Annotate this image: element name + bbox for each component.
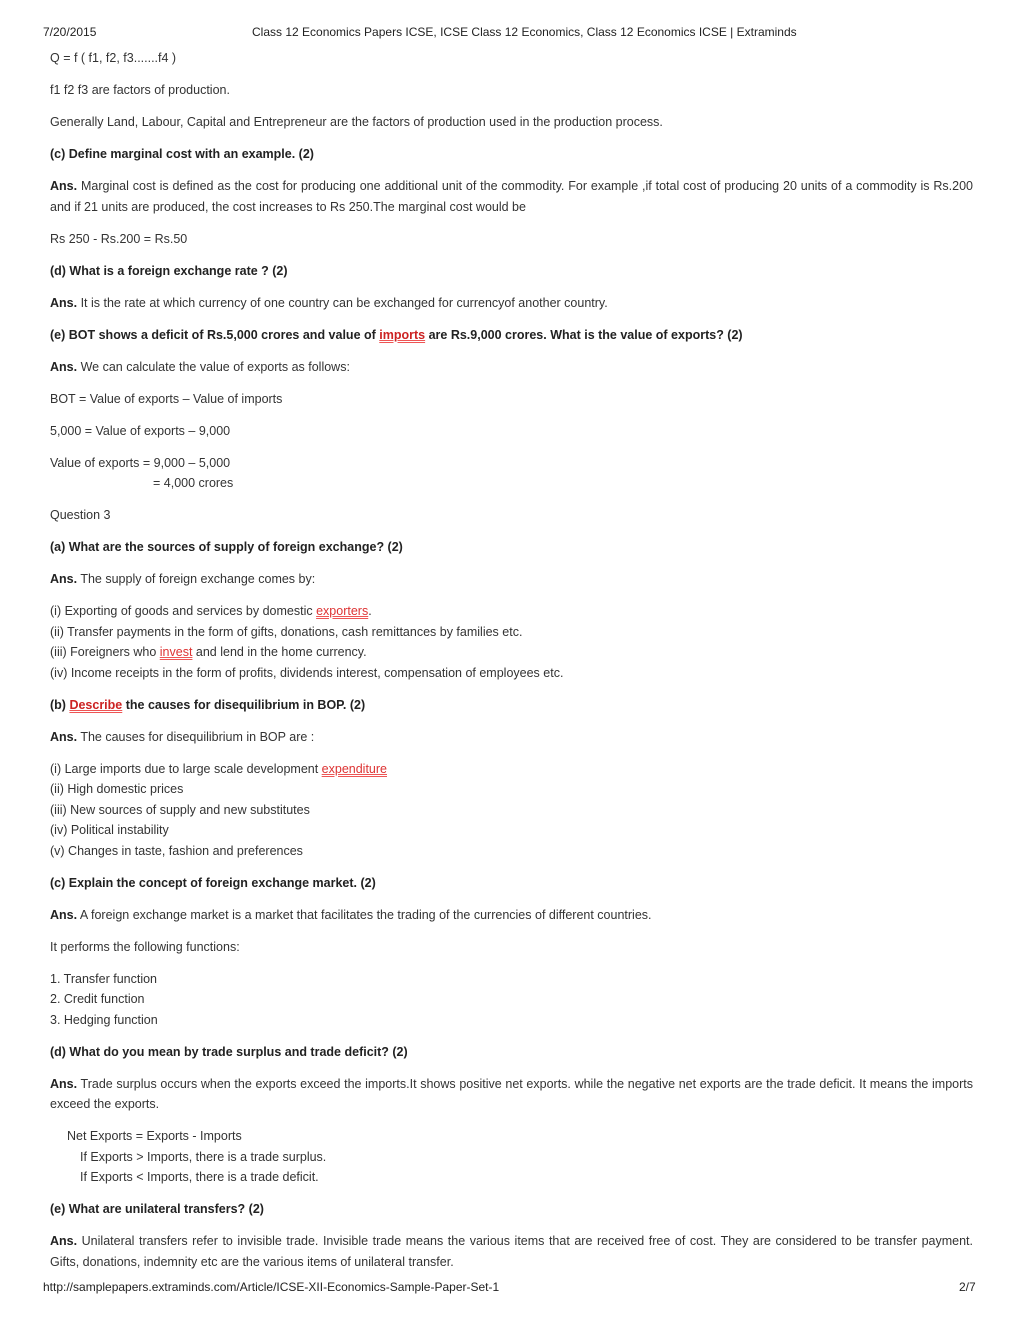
calculation: Rs 250 - Rs.200 = Rs.50: [50, 231, 188, 246]
question-heading: [50, 325, 973, 346]
answer-text: Marginal cost is defined as the cost for producing one additional unit of the commodity. For example ,if total cost of producing 20 units of a commodity is Rs.200 and if 21 units are produced, the cost increases to Rs 250.The marginal cost would be: [50, 179, 973, 214]
ans-label: Ans.: [50, 179, 78, 193]
question-heading: (b) Describe the causes for disequilibrium in BOP. (2): [50, 697, 366, 712]
link-describe[interactable]: Describe: [69, 697, 123, 712]
page-number: 2/7: [959, 1280, 976, 1294]
list-item: (iv) Political instability: [50, 823, 169, 837]
ans-label: Ans.: [50, 1234, 78, 1248]
answer-text: A foreign exchange market is a market that facilitates the trading of the currencies of different countries.: [79, 907, 652, 922]
question-heading: (c) Define marginal cost with an example. (2): [50, 147, 314, 161]
question-heading: (d) What do you mean by trade surplus and trade deficit? (2): [50, 1044, 408, 1059]
ans-label: Ans.: [50, 907, 78, 922]
print-date: 7/20/2015: [43, 25, 97, 39]
list-item: (iii) New sources of supply and new substitutes: [50, 802, 310, 817]
link-expenditure[interactable]: expenditure: [321, 761, 387, 776]
heading-text: (e) BOT shows a deficit of Rs.5,000 crores and value of: [50, 327, 380, 342]
list-item: (iv) Income receipts in the form of profits, dividends interest, compensation of employees etc.: [50, 665, 564, 680]
ans-label: Ans.: [50, 295, 78, 310]
answer-text: Trade surplus occurs when the exports exceed the imports.It shows positive net exports. while the negative net exports are the trade deficit. It means the imports exceed the exports.: [50, 1076, 974, 1111]
section-label: Question 3: [50, 508, 111, 522]
list-item: (i) Exporting of goods and services by domestic exporters.: [50, 604, 372, 618]
list-item: (iii) Foreigners who invest and lend in the home currency.: [50, 645, 367, 659]
heading-text: are Rs.9,000 crores. What is the value of exports? (2): [425, 327, 743, 342]
list: [50, 969, 973, 1031]
list-item: 2. Credit function: [50, 992, 145, 1006]
list-item: (ii) Transfer payments in the form of gifts, donations, cash remittances by families etc.: [50, 624, 523, 639]
answer: [50, 1231, 973, 1272]
list-item: (v) Changes in taste, fashion and preferences: [50, 843, 303, 858]
paragraph: f1 f2 f3 are factors of production.: [50, 83, 230, 97]
ans-label: Ans.: [50, 572, 78, 586]
question-heading: (a) What are the sources of supply of foreign exchange? (2): [50, 540, 403, 554]
equation: Value of exports = 9,000 – 5,000: [50, 455, 231, 470]
answer: [50, 293, 973, 314]
answer: [50, 357, 973, 378]
answer: [50, 905, 973, 926]
answer: [50, 569, 973, 590]
question-heading: (e) What are unilateral transfers? (2): [50, 1202, 264, 1216]
list-item: 1. Transfer function: [50, 971, 158, 986]
link-invest[interactable]: invest: [159, 645, 193, 659]
answer: [50, 176, 973, 217]
list-item: (ii) High domestic prices: [50, 782, 184, 796]
list: [50, 759, 973, 862]
equation-block: [50, 453, 973, 494]
answer: [50, 1074, 973, 1115]
ans-label: Ans.: [50, 359, 78, 374]
formula: If Exports > Imports, there is a trade surplus.: [80, 1149, 327, 1164]
paragraph: It performs the following functions:: [50, 939, 240, 954]
question-heading: (c) Explain the concept of foreign exchange market. (2): [50, 875, 376, 890]
equation: = 4,000 crores: [153, 476, 234, 490]
article-content: [50, 48, 973, 1284]
link-exporters[interactable]: exporters: [316, 604, 369, 618]
page-url: http://samplepapers.extraminds.com/Article/ICSE-XII-Economics-Sample-Paper-Set-1: [43, 1280, 500, 1294]
ans-label: Ans.: [50, 729, 78, 744]
link-imports[interactable]: imports: [379, 327, 426, 342]
answer-text: We can calculate the value of exports as follows:: [80, 359, 350, 374]
formula: If Exports < Imports, there is a trade deficit.: [80, 1170, 319, 1184]
answer: [50, 727, 973, 748]
answer-text: It is the rate at which currency of one country can be exchanged for currencyof another country.: [80, 295, 608, 310]
answer-text: Unilateral transfers refer to invisible trade. Invisible trade means the various items that are received free of cost. They are considered to be transfer payment. Gifts, donations, indemnity etc are the various items of unilateral transfer.: [50, 1234, 973, 1269]
equation: BOT = Value of exports – Value of imports: [50, 391, 283, 406]
list-item: (i) Large imports due to large scale development expenditure: [50, 761, 387, 776]
answer-text: The causes for disequilibrium in BOP are :: [80, 729, 315, 744]
formula: Net Exports = Exports - Imports: [67, 1129, 242, 1143]
question-heading: (d) What is a foreign exchange rate ? (2): [50, 263, 288, 278]
list-item: 3. Hedging function: [50, 1012, 158, 1027]
equation: Q = f ( f1, f2, f3.......f4 ): [50, 51, 177, 65]
page-title: Class 12 Economics Papers ICSE, ICSE Class 12 Economics, Class 12 Economics ICSE | Extraminds: [252, 25, 797, 39]
formula-block: [50, 1126, 973, 1188]
list: [50, 601, 973, 683]
paragraph: Generally Land, Labour, Capital and Entrepreneur are the factors of production used in the production process.: [50, 115, 663, 129]
ans-label: Ans.: [50, 1076, 78, 1091]
answer-text: The supply of foreign exchange comes by:: [80, 572, 316, 586]
equation: 5,000 = Value of exports – 9,000: [50, 423, 231, 438]
